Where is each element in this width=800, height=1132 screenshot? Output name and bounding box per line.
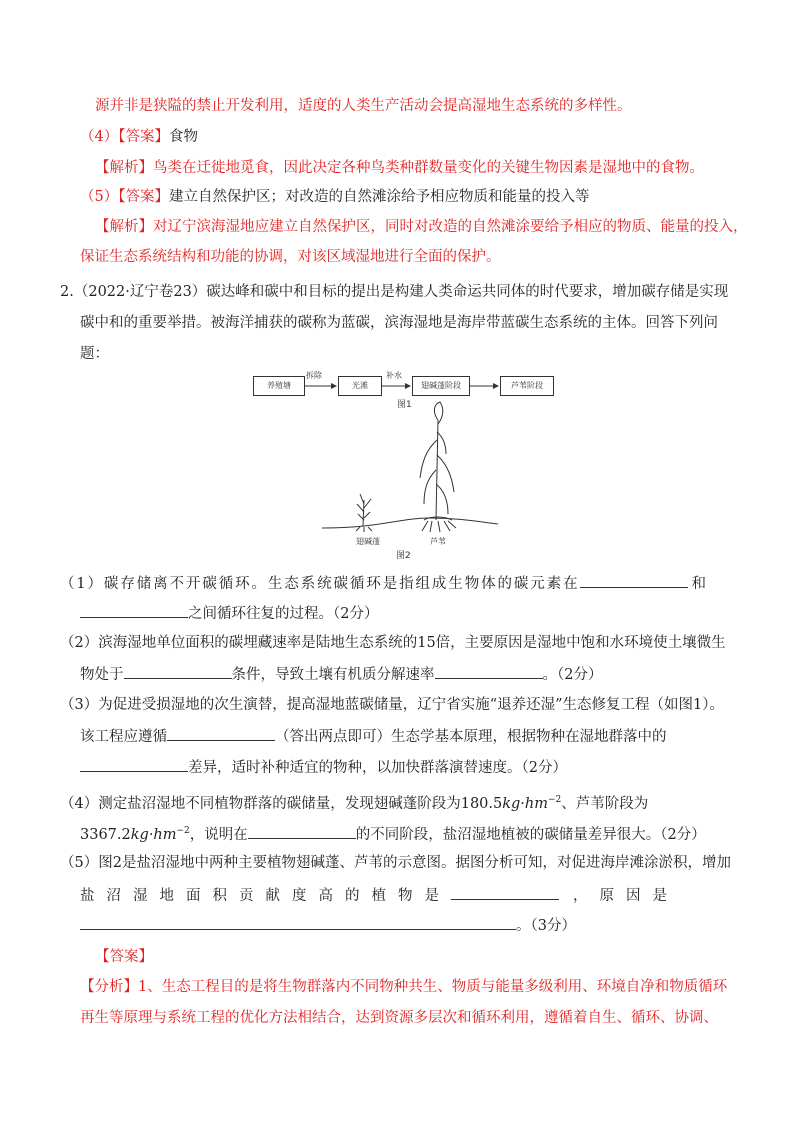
sub3-text-b: 该工程应遵循 xyxy=(80,729,167,745)
fig1-box-pond: 养殖塘 xyxy=(253,376,305,396)
q5-analysis-1: 【解析】对辽宁滨海湿地应建立自然保护区，同时对改造的自然滩涂要给予相应的物质、能量的投入， xyxy=(95,219,748,235)
sub2-line1: （2）滨海湿地单位面积的碳埋藏速率是陆地生态系统的15倍，主要原因是湿地中饱和水环境使土壤微生 xyxy=(60,635,726,651)
sub1-text-b: 和 xyxy=(691,576,708,592)
answer-label: 【答案】 xyxy=(95,949,153,965)
fig1-box-suaeda: 翅碱蓬阶段 xyxy=(412,376,470,396)
sub1-text-c: 之间循环往复的过程。（2分） xyxy=(188,606,379,622)
sub4-unit-1: kg·hm xyxy=(502,795,548,812)
question-number: 2. xyxy=(60,284,74,300)
q4-answer-text: 食物 xyxy=(168,129,198,145)
sub4-text-d: ，说明在 xyxy=(189,826,248,843)
q5-label: （5）【答案】 xyxy=(80,189,169,205)
fig1-arrow-label-demolish: 拆除 xyxy=(306,371,322,380)
sub4-unit-2: kg·hm xyxy=(130,826,177,843)
question-line2: 碳中和的重要举措。被海洋捕获的碳称为蓝碳，滨海湿地是海岸带蓝碳生态系统的主体。回答下列问 xyxy=(80,315,718,331)
fig2-label-suaeda: 翅碱蓬 xyxy=(356,537,380,546)
sub1-line2 xyxy=(80,603,378,624)
question-text-1: （2022·辽宁卷23）碳达峰和碳中和目标的提出是构建人类命运共同体的时代要求，增加碳存储是实现 xyxy=(73,284,729,300)
sub4-exp-2: −2 xyxy=(176,826,190,836)
q5-analysis-2: 保证生态系统结构和功能的协调，对该区域湿地进行全面的保护。 xyxy=(80,249,501,265)
sub3-blank-1[interactable] xyxy=(167,726,275,741)
fig2-drawing xyxy=(320,400,500,535)
sub5-text-b: 盐沼湿地面积贡献度高的植物是 xyxy=(80,888,451,904)
sub3-line2 xyxy=(80,726,667,747)
fig1-box-reed: 芦苇阶段 xyxy=(500,376,554,396)
q4-label: （4）【答案】 xyxy=(80,129,169,145)
sub4-text-b: 、芦苇阶段为 xyxy=(561,795,649,812)
sub4-exp-1: −2 xyxy=(548,795,562,805)
sub4-text-c: 3367.2 xyxy=(80,826,131,843)
sub3-text-c: （答出两点即可）生态学基本原理，根据物种在湿地群落中的 xyxy=(275,729,667,745)
sub4-blank[interactable] xyxy=(248,824,356,839)
sub5-line3 xyxy=(80,915,576,936)
question-line3: 题： xyxy=(80,346,109,362)
fig1-caption: 图1 xyxy=(397,400,412,410)
sub4-line1 xyxy=(60,790,648,814)
fig2-caption: 图2 xyxy=(396,551,411,561)
sub2-text-d: 。（2分） xyxy=(542,667,603,683)
sub5-line1: （5）图2是盐沼湿地中两种主要植物翅碱蓬、芦苇的示意图。据图分析可知，对促进海岸滩涂淤积，增加 xyxy=(60,855,731,871)
sub3-text-d: 差异，适时补种适宜的物种，以加快群落演替速度。（2分） xyxy=(188,760,567,776)
sub2-blank-2[interactable] xyxy=(435,664,543,679)
sub4-line2 xyxy=(80,821,706,845)
sub2-text-b: 物处于 xyxy=(80,667,124,683)
sub2-line2 xyxy=(80,664,602,685)
analysis-line2: 再生等原理与系统工程的优化方法相结合，达到资源多层次和循环利用，遵循着自生、循环、协调、 xyxy=(80,1010,718,1026)
sub3-line3 xyxy=(80,757,567,778)
sub4-text-a: （4）测定盐沼湿地不同植物群落的碳储量，发现翅碱蓬阶段为180.5 xyxy=(60,795,503,812)
q4-analysis: 【解析】鸟类在迁徙地觅食，因此决定各种鸟类种群数量变化的关键生物因素是湿地中的食物。 xyxy=(95,160,704,176)
sub5-text-c: ，原因是 xyxy=(573,888,679,904)
fig2-label-reed: 芦苇 xyxy=(430,537,446,546)
sub2-blank-1[interactable] xyxy=(124,664,232,679)
prev-line1: 源并非是狭隘的禁止开发利用，适度的人类生产活动会提高湿地生态系统的多样性。 xyxy=(95,98,632,114)
sub3-blank-2[interactable] xyxy=(80,757,188,772)
sub3-line1: （3）为促进受损湿地的次生演替，提高湿地蓝碳储量，辽宁省实施“退养还湿”生态修复工程（如图1）。 xyxy=(60,697,725,713)
sub5-blank-2[interactable] xyxy=(80,915,516,930)
sub1-blank-2[interactable] xyxy=(80,603,188,618)
sub5-line2 xyxy=(80,885,679,906)
sub2-text-c: 条件，导致土壤有机质分解速率 xyxy=(231,667,435,683)
sub1-blank-1[interactable] xyxy=(580,573,688,588)
sub5-text-d: 。（3分） xyxy=(516,918,576,934)
sub1-line1 xyxy=(60,573,708,594)
fig1-arrows xyxy=(0,0,800,420)
fig1-arrow-label-water: 补水 xyxy=(386,371,402,380)
sub4-text-e: 的不同阶段，盐沼湿地植被的碳储量差异很大。（2分） xyxy=(355,826,706,843)
q5-answer-text: 建立自然保护区；对改造的自然滩涂给予相应物质和能量的投入等 xyxy=(168,189,590,205)
sub5-blank-1[interactable] xyxy=(451,885,559,900)
analysis-line1: 【分析】1、生态工程目的是将生物群落内不同物种共生、物质与能量多级利用、环境自净和物质循环 xyxy=(80,979,728,995)
fig1-box-bare-flat: 光滩 xyxy=(338,376,382,396)
sub1-text-a: （1）碳存储离不开碳循环。生态系统碳循环是指组成生物体的碳元素在 xyxy=(60,576,580,592)
